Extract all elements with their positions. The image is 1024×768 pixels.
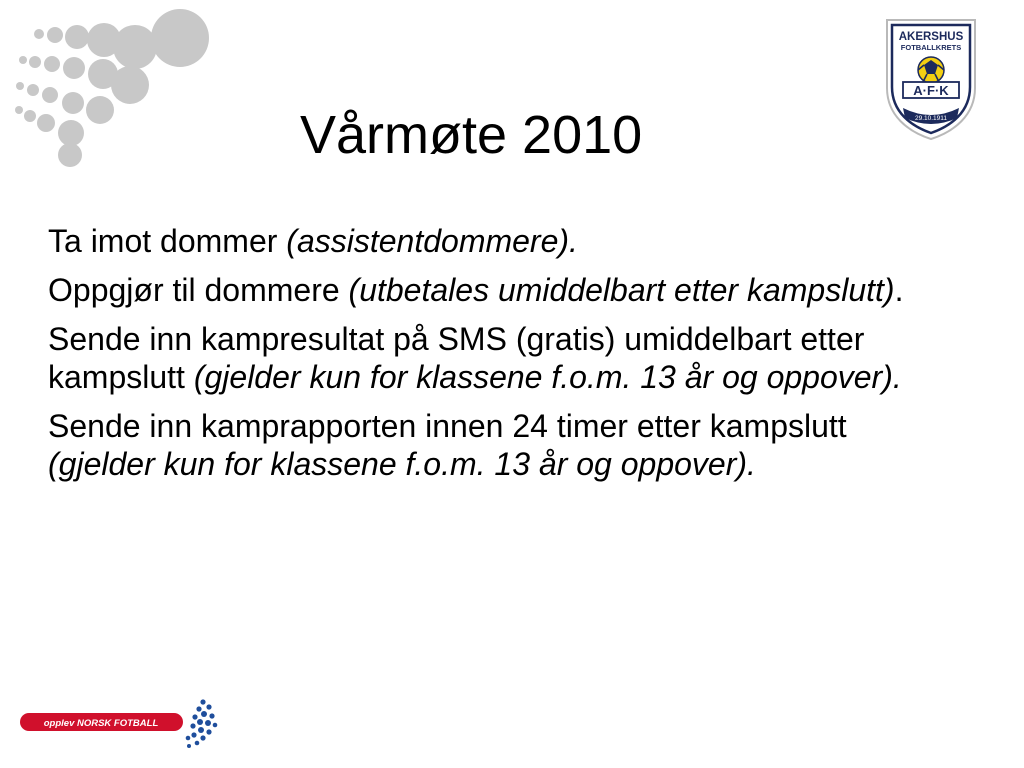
paragraph-italic-text: (gjelder kun for klassene f.o.m. 13 år og oppover). — [193, 359, 902, 395]
crest-line2: FOTBALLKRETS — [900, 43, 962, 52]
body-paragraph — [48, 222, 953, 260]
paragraph-tail: . — [894, 272, 904, 308]
body-paragraph — [48, 271, 953, 309]
paragraph-text: Oppgjør til dommere — [48, 272, 349, 308]
body-paragraph — [48, 407, 953, 483]
paragraph-text: Sende inn kampresultat på SMS (gratis) umiddelbart etter kampslutt — [48, 321, 865, 395]
slide-title: Vårmøte 2010 — [300, 105, 643, 165]
slide-body — [48, 222, 953, 494]
paragraph-text: Ta imot dommer — [48, 223, 287, 259]
footer-logo-text: opplev NORSK FOTBALL — [43, 718, 159, 729]
crest-initials: A·F·K — [913, 83, 949, 98]
paragraph-italic-text: (utbetales umiddelbart etter kampslutt) — [348, 272, 895, 308]
paragraph-italic-text: (gjelder kun for klassene f.o.m. 13 år og oppover). — [48, 446, 756, 482]
paragraph-italic-text: (assistentdommere). — [286, 223, 578, 259]
opplev-norsk-fotball-logo — [18, 692, 218, 750]
crest-line1: AKERSHUS — [898, 31, 964, 43]
decorative-dots — [0, 0, 230, 175]
akershus-fotballkrets-crest-logo — [881, 16, 981, 142]
body-paragraph — [48, 320, 953, 396]
crest-date: 29.10.1911 — [914, 115, 948, 122]
paragraph-text: Sende inn kamprapporten innen 24 timer etter kampslutt — [48, 408, 847, 444]
